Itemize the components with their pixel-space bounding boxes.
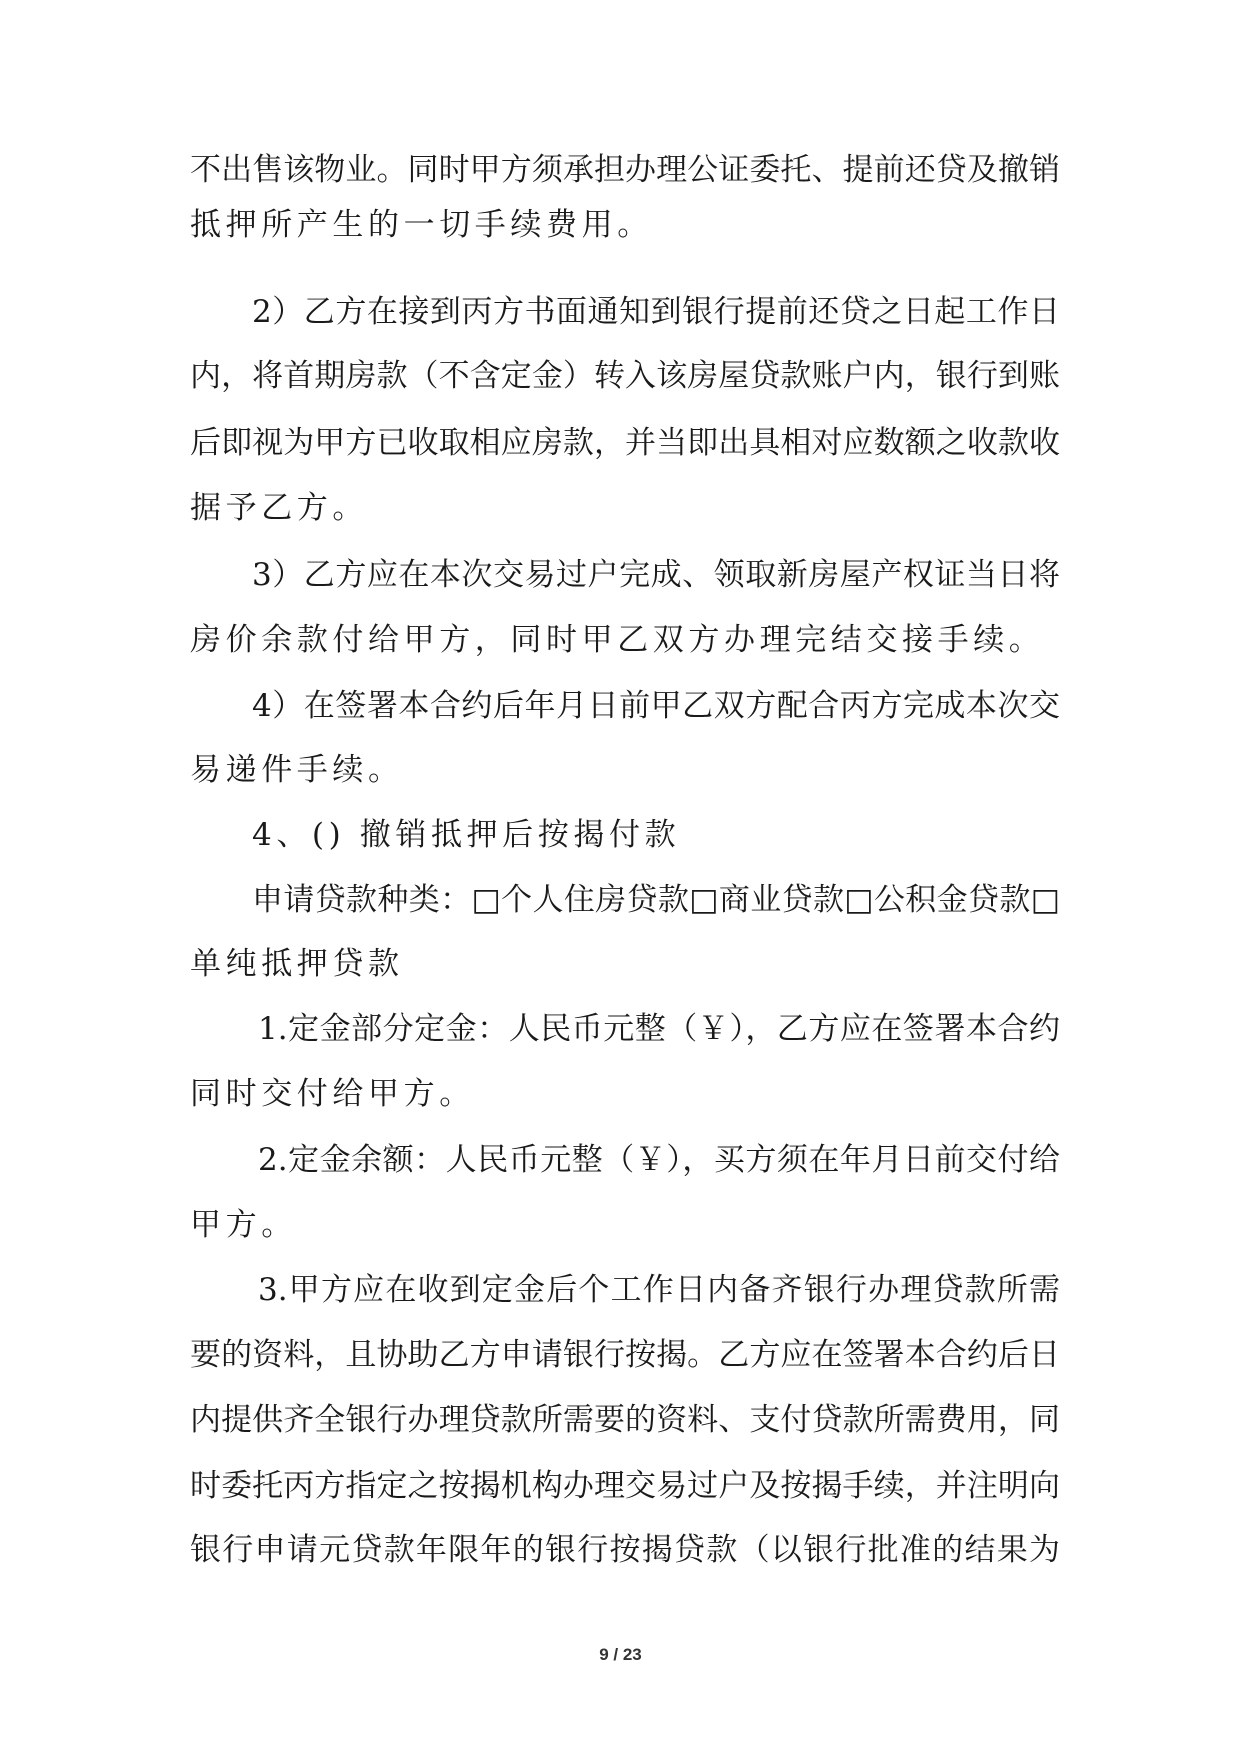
text-line: 4、() 撤销抵押后按揭付款 — [252, 817, 681, 853]
text-line: 同时交付给甲方。 — [190, 1076, 475, 1112]
text-line: 3.甲方应在收到定金后个工作日内备齐银行办理贷款所需 — [258, 1272, 1060, 1308]
text-line: 据予乙方。 — [190, 490, 368, 526]
text-line: 时委托丙方指定之按揭机构办理交易过户及按揭手续，并注明向 — [190, 1468, 1060, 1504]
text-line: 2.定金余额：人民币元整（￥），买方须在年月日前交付给 — [258, 1142, 1060, 1178]
text-line: 3）乙方应在本次交易过户完成、领取新房屋产权证当日将 — [252, 557, 1060, 593]
text-line: 银行申请元贷款年限年的银行按揭贷款（以银行批准的结果为 — [190, 1532, 1060, 1568]
text-line: 不出售该物业。同时甲方须承担办理公证委托、提前还贷及撤销 — [190, 152, 1060, 188]
text-line: 抵押所产生的一切手续费用。 — [190, 207, 653, 243]
text-line: 甲方。 — [190, 1207, 297, 1243]
text-line: 2）乙方在接到丙方书面通知到银行提前还贷之日起工作日 — [252, 294, 1060, 330]
text-line: 要的资料，且协助乙方申请银行按揭。乙方应在签署本合约后日 — [190, 1337, 1060, 1373]
text-line: 内，将首期房款（不含定金）转入该房屋贷款账户内，银行到账 — [190, 358, 1060, 394]
text-line: 4）在签署本合约后年月日前甲乙双方配合丙方完成本次交 — [252, 688, 1060, 724]
text-line: 单纯抵押贷款 — [190, 946, 404, 982]
text-line: 易递件手续。 — [190, 752, 404, 788]
text-line: 内提供齐全银行办理贷款所需要的资料、支付贷款所需费用，同 — [190, 1402, 1060, 1438]
text-line: 房价余款付给甲方，同时甲乙双方办理完结交接手续。 — [190, 622, 1045, 658]
page-number: 9 / 23 — [599, 1645, 642, 1664]
text-line: 后即视为甲方已收取相应房款，并当即出具相对应数额之收款收 — [190, 425, 1060, 461]
text-line: 申请贷款种类：□个人住房贷款□商业贷款□公积金贷款□ — [252, 882, 1060, 918]
text-line: 1.定金部分定金：人民币元整（￥），乙方应在签署本合约 — [258, 1011, 1060, 1047]
